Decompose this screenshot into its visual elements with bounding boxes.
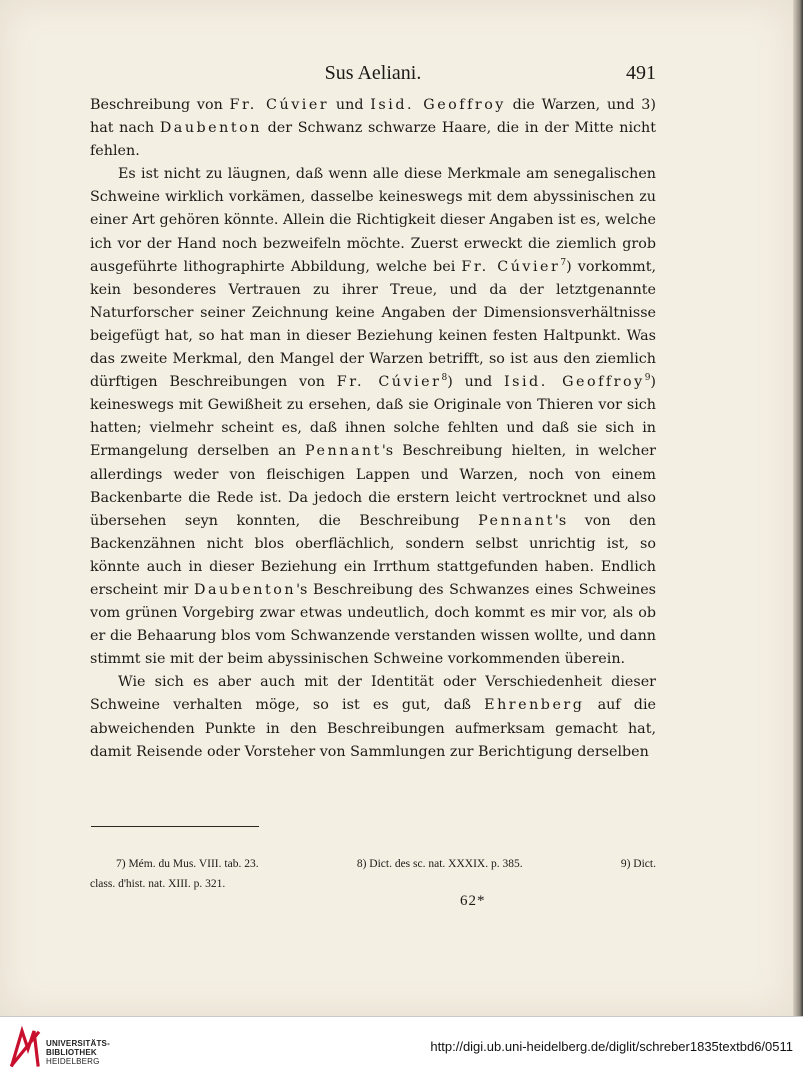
text-run: Es ist nicht zu läugnen, daß wenn alle diese Merkmale am senegalischen Schweine wirklich vorkämen, dasselbe keineswegs mit dem abyssinischen zu einer Art gehören könnte. Allein die Richtigkeit dieser Angaben ist es, welche ich vor der Hand noch bezweifeln möchte. Zuerst erweckt die ziemlich grob ausgeführte lithographirte Abbildung, welche bei (90, 166, 656, 275)
paragraph (90, 94, 656, 163)
footnote-line (90, 854, 656, 874)
printer-signature: 62* (460, 893, 486, 909)
spaced-name: Ehrenberg (484, 697, 585, 714)
permalink-url[interactable]: http://digi.ub.uni-heidelberg.de/diglit/schreber1835textbd6/0511 (430, 1039, 793, 1054)
spaced-name: Fr. Cúvier (461, 258, 561, 275)
spaced-name: Pennant (478, 512, 555, 529)
ub-heidelberg-logo-icon[interactable] (8, 1025, 42, 1069)
spaced-name: Isid. Geoffroy (370, 97, 506, 113)
page-header (90, 62, 656, 92)
text-run: ) keineswegs mit Gewißheit zu ersehen, daß sie Originale von Thieren vor sich hatten; vielmehr scheint es, daß ihnen solche fehlten und daß sie sich in Ermangelung derselben an (90, 374, 656, 460)
library-name-line1: UNIVERSITÄTS- (46, 1039, 110, 1048)
text-run: der Schwanz schwarze Haare, die in der Mitte nicht fehlen. (90, 120, 656, 160)
text-run: auf die abweichenden Punkte in den Beschreibungen aufmerksam gemacht hat, damit Reisende oder Vorsteher von Sammlungen zur Berichtigung derselben (90, 697, 656, 760)
text-run: die Warzen, und 3) hat nach (90, 97, 656, 137)
spaced-name: Daubenton (194, 581, 297, 598)
page-edge (793, 0, 803, 1016)
text-run: 's Beschreibung des Schwanzes eines Schweines vom grünen Vorgebirg zwar etwas undeutlich, doch kommt es mir vor, als ob er die Behaarung blos vom Schwanzende verstanden wissen wollte, und dann stimmt sie mit der beim abyssinischen Schweine vorkommenden überein. (90, 581, 657, 668)
footnote-ref: 9 (644, 373, 651, 384)
text-run: und (329, 97, 371, 113)
footnote-ref: 7 (560, 257, 567, 268)
footnote-7: 7) Mém. du Mus. VIII. tab. 23. (116, 858, 259, 870)
spaced-name: Daubenton (159, 120, 262, 137)
footnote-ref: 8 (441, 373, 448, 384)
viewer-footer (0, 1016, 803, 1079)
spaced-name: Isid. Geoffroy (504, 374, 645, 391)
text-run: ) vorkommt, kein besonderes Vertrauen zu ihrer Treue, und da der letztgenannte Naturforscher seiner Zeichnung keine Angaben der Dimensionsverhältnisse beigefügt hat, so hat man in dieser Beziehung keinen festen Haltpunkt. Was das zweite Merkmal, den Mangel der Warzen betrifft, so ist aus den ziemlich dürftigen Beschreibungen von (90, 258, 656, 391)
paragraph (90, 671, 656, 763)
footnote-9-continuation: class. d'hist. nat. XIII. p. 321. (90, 878, 226, 890)
library-name-line3: HEIDELBERG (46, 1057, 100, 1066)
text-run: Wie sich es aber auch mit der Identität oder Verschiedenheit dieser Schweine verhalten möge, so ist es gut, daß (90, 674, 656, 714)
footnote-rule (91, 826, 259, 827)
library-name-line2: BIBLIOTHEK (46, 1048, 97, 1057)
text-run: Beschreibung von (90, 97, 230, 113)
library-name[interactable] (46, 1039, 110, 1066)
page-number: 491 (626, 62, 656, 84)
text-run: ) und (447, 374, 504, 391)
spaced-name: Fr. Cúvier (336, 374, 442, 391)
text-run: 's von den Backenzähnen nicht blos oberflächlich, sondern selbst unrichtig ist, so könnte auch in dieser Beziehung ein Irrthum stattgefunden haben. Endlich erscheint mir (90, 512, 656, 598)
running-title: Sus Aeliani. (324, 62, 422, 84)
text-run: 's Beschreibung hielten, in welcher allerdings weder von fleischigen Lappen und Warzen, noch von einem Backenbarte die Rede ist. Da jedoch die erstern leicht vertrocknet und also übersehen seyn konnten, die Beschreibung (90, 443, 656, 529)
footnote-9: 9) Dict. (620, 858, 656, 870)
spaced-name: Pennant (305, 443, 382, 460)
footnotes (90, 854, 656, 894)
paragraph (90, 163, 656, 671)
footnote-8: 8) Dict. des sc. nat. XXXIX. p. 385. (356, 858, 523, 870)
body-text (90, 94, 656, 764)
spaced-name: Fr. Cúvier (229, 97, 330, 113)
